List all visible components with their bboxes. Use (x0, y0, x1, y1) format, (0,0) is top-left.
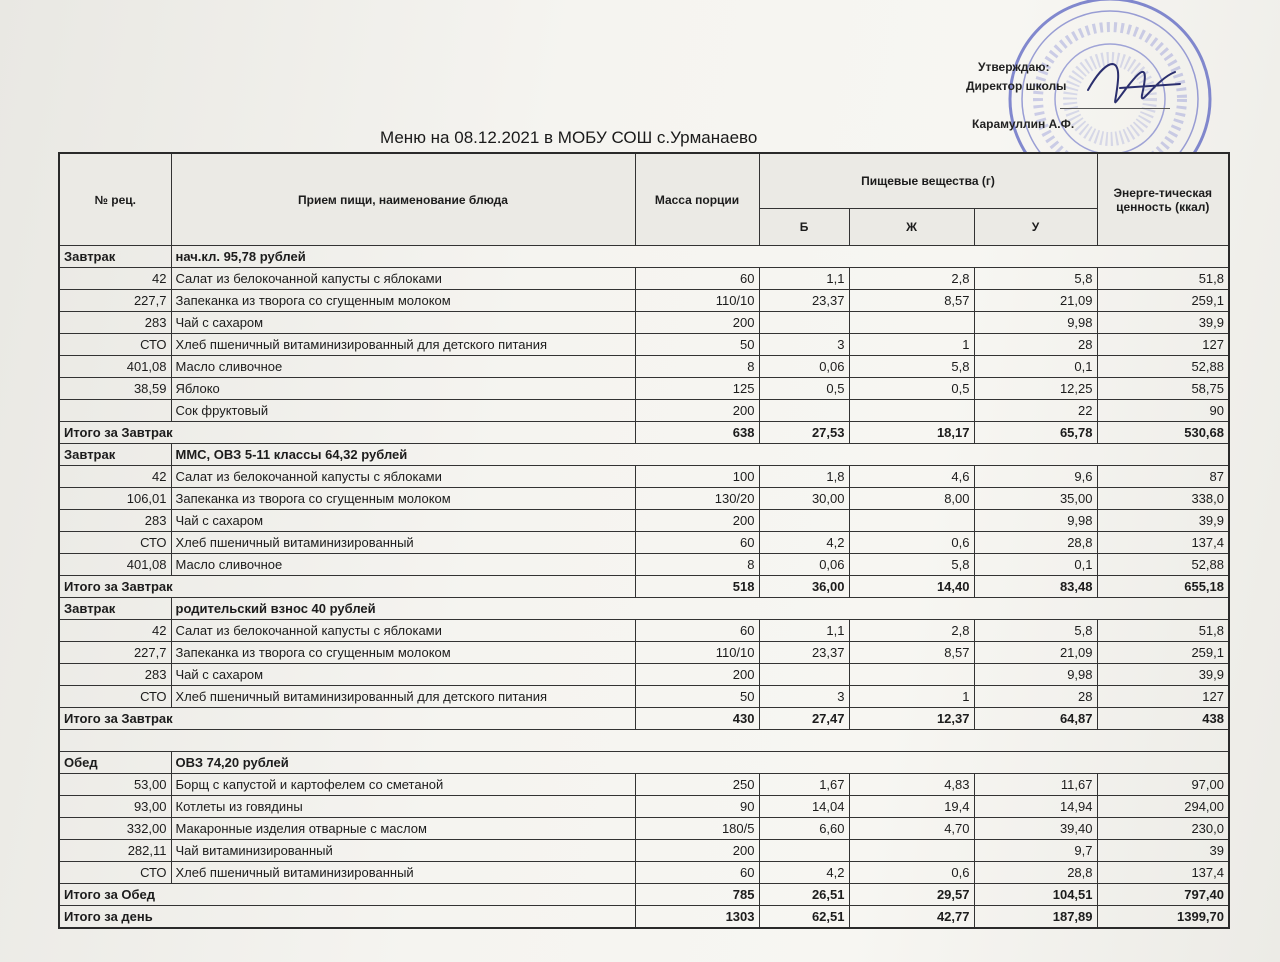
header-energy: Энерге-тическая ценность (ккал) (1097, 153, 1229, 246)
recipe-number: СТО (59, 862, 171, 884)
total-carbs: 64,87 (974, 708, 1097, 730)
carbs-value: 28 (974, 334, 1097, 356)
recipe-number: 283 (59, 312, 171, 334)
day-total-proteins: 62,51 (759, 906, 849, 929)
recipe-number (59, 400, 171, 422)
energy-value: 87 (1097, 466, 1229, 488)
section-description: родительский взнос 40 рублей (171, 598, 1229, 620)
total-carbs: 83,48 (974, 576, 1097, 598)
total-mass: 638 (635, 422, 759, 444)
total-proteins: 27,53 (759, 422, 849, 444)
carbs-value: 9,6 (974, 466, 1097, 488)
recipe-number: 42 (59, 620, 171, 642)
header-row (59, 153, 1229, 209)
fats-value: 4,6 (849, 466, 974, 488)
table-row (59, 686, 1229, 708)
total-label: Итого за Обед (59, 884, 635, 906)
proteins-value: 6,60 (759, 818, 849, 840)
section-name: Завтрак (59, 444, 171, 466)
proteins-value: 3 (759, 334, 849, 356)
total-proteins: 27,47 (759, 708, 849, 730)
dish-name: Чай с сахаром (171, 312, 635, 334)
portion-mass: 200 (635, 510, 759, 532)
table-row (59, 796, 1229, 818)
total-fats: 29,57 (849, 884, 974, 906)
recipe-number: 282,11 (59, 840, 171, 862)
dish-name: Хлеб пшеничный витаминизированный (171, 862, 635, 884)
portion-mass: 200 (635, 312, 759, 334)
fats-value (849, 840, 974, 862)
total-label: Итого за Завтрак (59, 708, 635, 730)
carbs-value: 21,09 (974, 290, 1097, 312)
dish-name: Салат из белокочанной капусты с яблоками (171, 620, 635, 642)
director-signature-icon (1080, 50, 1190, 120)
approval-title: Утверждаю: (978, 60, 1050, 74)
fats-value: 2,8 (849, 620, 974, 642)
approval-name: Карамуллин А.Ф. (972, 117, 1075, 131)
dish-name: Запеканка из творога со сгущенным молоком (171, 290, 635, 312)
fats-value: 0,6 (849, 862, 974, 884)
energy-value: 294,00 (1097, 796, 1229, 818)
portion-mass: 130/20 (635, 488, 759, 510)
section-total-row (59, 576, 1229, 598)
recipe-number: 106,01 (59, 488, 171, 510)
total-energy: 530,68 (1097, 422, 1229, 444)
dish-name: Яблоко (171, 378, 635, 400)
total-carbs: 65,78 (974, 422, 1097, 444)
portion-mass: 100 (635, 466, 759, 488)
header-carbs: У (974, 209, 1097, 246)
table-row (59, 312, 1229, 334)
dish-name: Салат из белокочанной капусты с яблоками (171, 268, 635, 290)
proteins-value (759, 840, 849, 862)
dish-name: Хлеб пшеничный витаминизированный для детского питания (171, 334, 635, 356)
fats-value: 1 (849, 334, 974, 356)
dish-name: Запеканка из творога со сгущенным молоком (171, 488, 635, 510)
section-name: Обед (59, 752, 171, 774)
table-row (59, 488, 1229, 510)
proteins-value: 1,8 (759, 466, 849, 488)
dish-name: Хлеб пшеничный витаминизированный для детского питания (171, 686, 635, 708)
energy-value: 90 (1097, 400, 1229, 422)
portion-mass: 8 (635, 356, 759, 378)
energy-value: 39,9 (1097, 664, 1229, 686)
fats-value: 8,00 (849, 488, 974, 510)
section-header-row (59, 246, 1229, 268)
day-total-label: Итого за день (59, 906, 635, 929)
energy-value: 259,1 (1097, 642, 1229, 664)
proteins-value: 23,37 (759, 642, 849, 664)
carbs-value: 12,25 (974, 378, 1097, 400)
recipe-number: СТО (59, 686, 171, 708)
header-fats: Ж (849, 209, 974, 246)
carbs-value: 9,98 (974, 510, 1097, 532)
table-row (59, 554, 1229, 576)
proteins-value: 3 (759, 686, 849, 708)
proteins-value: 1,67 (759, 774, 849, 796)
page-title: Меню на 08.12.2021 в МОБУ СОШ с.Урманаево (380, 128, 758, 147)
proteins-value: 0,06 (759, 554, 849, 576)
recipe-number: 42 (59, 466, 171, 488)
dish-name: Сок фруктовый (171, 400, 635, 422)
energy-value: 338,0 (1097, 488, 1229, 510)
proteins-value: 0,5 (759, 378, 849, 400)
portion-mass: 8 (635, 554, 759, 576)
approval-role: Директор школы (966, 79, 1067, 93)
carbs-value: 5,8 (974, 620, 1097, 642)
portion-mass: 180/5 (635, 818, 759, 840)
dish-name: Макаронные изделия отварные с маслом (171, 818, 635, 840)
portion-mass: 60 (635, 532, 759, 554)
dish-name: Масло сливочное (171, 554, 635, 576)
dish-name: Салат из белокочанной капусты с яблоками (171, 466, 635, 488)
total-fats: 12,37 (849, 708, 974, 730)
carbs-value: 28,8 (974, 862, 1097, 884)
dish-name: Масло сливочное (171, 356, 635, 378)
section-header-row (59, 752, 1229, 774)
fats-value: 5,8 (849, 356, 974, 378)
fats-value: 19,4 (849, 796, 974, 818)
carbs-value: 0,1 (974, 356, 1097, 378)
energy-value: 52,88 (1097, 356, 1229, 378)
portion-mass: 50 (635, 686, 759, 708)
dish-name: Чай с сахаром (171, 510, 635, 532)
proteins-value (759, 664, 849, 686)
table-row (59, 664, 1229, 686)
section-description: ММС, ОВЗ 5-11 классы 64,32 рублей (171, 444, 1229, 466)
dish-name: Хлеб пшеничный витаминизированный (171, 532, 635, 554)
carbs-value: 9,98 (974, 664, 1097, 686)
total-mass: 430 (635, 708, 759, 730)
proteins-value: 14,04 (759, 796, 849, 818)
section-name: Завтрак (59, 598, 171, 620)
table-row (59, 642, 1229, 664)
proteins-value: 1,1 (759, 620, 849, 642)
fats-value (849, 312, 974, 334)
dish-name: Котлеты из говядины (171, 796, 635, 818)
energy-value: 127 (1097, 686, 1229, 708)
portion-mass: 200 (635, 840, 759, 862)
total-proteins: 36,00 (759, 576, 849, 598)
recipe-number: 283 (59, 510, 171, 532)
total-mass: 518 (635, 576, 759, 598)
carbs-value: 5,8 (974, 268, 1097, 290)
day-total-fats: 42,77 (849, 906, 974, 929)
recipe-number: СТО (59, 334, 171, 356)
energy-value: 51,8 (1097, 620, 1229, 642)
recipe-number: 227,7 (59, 642, 171, 664)
fats-value (849, 400, 974, 422)
dish-name: Борщ с капустой и картофелем со сметаной (171, 774, 635, 796)
table-row (59, 400, 1229, 422)
proteins-value: 4,2 (759, 532, 849, 554)
energy-value: 230,0 (1097, 818, 1229, 840)
carbs-value: 22 (974, 400, 1097, 422)
table-row (59, 356, 1229, 378)
table-row (59, 290, 1229, 312)
energy-value: 51,8 (1097, 268, 1229, 290)
carbs-value: 11,67 (974, 774, 1097, 796)
table-row (59, 466, 1229, 488)
section-header-row (59, 598, 1229, 620)
fats-value: 0,5 (849, 378, 974, 400)
energy-value: 259,1 (1097, 290, 1229, 312)
fats-value: 1 (849, 686, 974, 708)
table-row (59, 862, 1229, 884)
proteins-value: 23,37 (759, 290, 849, 312)
recipe-number: 53,00 (59, 774, 171, 796)
total-carbs: 104,51 (974, 884, 1097, 906)
day-total-carbs: 187,89 (974, 906, 1097, 929)
day-total-row (59, 906, 1229, 929)
portion-mass: 125 (635, 378, 759, 400)
section-header-row (59, 444, 1229, 466)
carbs-value: 21,09 (974, 642, 1097, 664)
portion-mass: 60 (635, 862, 759, 884)
energy-value: 39 (1097, 840, 1229, 862)
proteins-value: 0,06 (759, 356, 849, 378)
table-row (59, 378, 1229, 400)
section-total-row (59, 422, 1229, 444)
energy-value: 97,00 (1097, 774, 1229, 796)
recipe-number: 227,7 (59, 290, 171, 312)
energy-value: 58,75 (1097, 378, 1229, 400)
total-energy: 655,18 (1097, 576, 1229, 598)
recipe-number: 401,08 (59, 554, 171, 576)
fats-value: 2,8 (849, 268, 974, 290)
proteins-value: 30,00 (759, 488, 849, 510)
section-name: Завтрак (59, 246, 171, 268)
header-recipe-number: № рец. (59, 153, 171, 246)
portion-mass: 90 (635, 796, 759, 818)
table-row (59, 840, 1229, 862)
fats-value: 8,57 (849, 642, 974, 664)
table-row (59, 334, 1229, 356)
header-proteins: Б (759, 209, 849, 246)
recipe-number: 38,59 (59, 378, 171, 400)
total-label: Итого за Завтрак (59, 576, 635, 598)
portion-mass: 250 (635, 774, 759, 796)
table-row (59, 620, 1229, 642)
dish-name: Чай с сахаром (171, 664, 635, 686)
total-energy: 438 (1097, 708, 1229, 730)
energy-value: 39,9 (1097, 510, 1229, 532)
header-portion-mass: Масса порции (635, 153, 759, 246)
carbs-value: 39,40 (974, 818, 1097, 840)
menu-table (58, 152, 1230, 929)
fats-value: 5,8 (849, 554, 974, 576)
header-dish-name: Прием пищи, наименование блюда (171, 153, 635, 246)
portion-mass: 200 (635, 664, 759, 686)
total-fats: 14,40 (849, 576, 974, 598)
table-row (59, 532, 1229, 554)
energy-value: 52,88 (1097, 554, 1229, 576)
fats-value: 4,83 (849, 774, 974, 796)
carbs-value: 9,7 (974, 840, 1097, 862)
fats-value: 8,57 (849, 290, 974, 312)
carbs-value: 14,94 (974, 796, 1097, 818)
recipe-number: 42 (59, 268, 171, 290)
section-total-row (59, 708, 1229, 730)
fats-value (849, 510, 974, 532)
proteins-value: 4,2 (759, 862, 849, 884)
energy-value: 137,4 (1097, 862, 1229, 884)
total-label: Итого за Завтрак (59, 422, 635, 444)
recipe-number: 283 (59, 664, 171, 686)
header-nutrients: Пищевые вещества (г) (759, 153, 1097, 209)
recipe-number: СТО (59, 532, 171, 554)
proteins-value (759, 312, 849, 334)
spacer-row (59, 730, 1229, 752)
proteins-value (759, 400, 849, 422)
table-row (59, 818, 1229, 840)
day-total-mass: 1303 (635, 906, 759, 929)
carbs-value: 0,1 (974, 554, 1097, 576)
energy-value: 137,4 (1097, 532, 1229, 554)
proteins-value: 1,1 (759, 268, 849, 290)
total-energy: 797,40 (1097, 884, 1229, 906)
table-row (59, 510, 1229, 532)
total-fats: 18,17 (849, 422, 974, 444)
carbs-value: 28 (974, 686, 1097, 708)
portion-mass: 60 (635, 268, 759, 290)
fats-value: 0,6 (849, 532, 974, 554)
fats-value: 4,70 (849, 818, 974, 840)
portion-mass: 110/10 (635, 290, 759, 312)
recipe-number: 332,00 (59, 818, 171, 840)
portion-mass: 60 (635, 620, 759, 642)
table-row (59, 774, 1229, 796)
dish-name: Чай витаминизированный (171, 840, 635, 862)
energy-value: 39,9 (1097, 312, 1229, 334)
carbs-value: 35,00 (974, 488, 1097, 510)
carbs-value: 9,98 (974, 312, 1097, 334)
menu-body (59, 246, 1229, 929)
day-total-energy: 1399,70 (1097, 906, 1229, 929)
table-row (59, 268, 1229, 290)
portion-mass: 200 (635, 400, 759, 422)
portion-mass: 50 (635, 334, 759, 356)
spacer-cell (59, 730, 1229, 752)
recipe-number: 401,08 (59, 356, 171, 378)
total-proteins: 26,51 (759, 884, 849, 906)
carbs-value: 28,8 (974, 532, 1097, 554)
section-description: нач.кл. 95,78 рублей (171, 246, 1229, 268)
recipe-number: 93,00 (59, 796, 171, 818)
energy-value: 127 (1097, 334, 1229, 356)
total-mass: 785 (635, 884, 759, 906)
proteins-value (759, 510, 849, 532)
dish-name: Запеканка из творога со сгущенным молоком (171, 642, 635, 664)
section-total-row (59, 884, 1229, 906)
section-description: ОВЗ 74,20 рублей (171, 752, 1229, 774)
portion-mass: 110/10 (635, 642, 759, 664)
fats-value (849, 664, 974, 686)
